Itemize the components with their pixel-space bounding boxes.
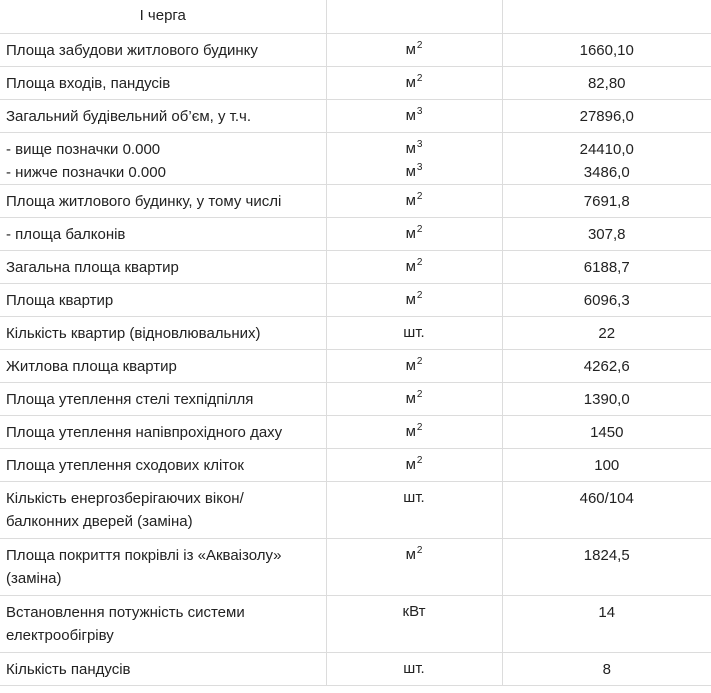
parameter-value: 100 bbox=[594, 456, 620, 474]
unit-cell bbox=[326, 415, 502, 448]
unit bbox=[327, 600, 502, 623]
table-row bbox=[0, 283, 711, 316]
value-cell bbox=[502, 184, 711, 217]
value-cell bbox=[502, 448, 711, 481]
parameter-value: 460/104 bbox=[579, 489, 634, 507]
unit-exponent: 2 bbox=[416, 544, 423, 556]
unit-exponent: 2 bbox=[416, 223, 423, 235]
unit bbox=[327, 657, 502, 680]
parameter-name: (заміна) bbox=[6, 569, 62, 587]
parameter-name: Площа утеплення стелі техпідпілля bbox=[6, 390, 254, 408]
unit bbox=[327, 222, 502, 245]
unit bbox=[327, 321, 502, 344]
unit-exponent: 2 bbox=[416, 190, 423, 202]
unit-cell bbox=[326, 382, 502, 415]
value-cell bbox=[502, 316, 711, 349]
unit bbox=[327, 453, 502, 476]
parameter-name: Площа квартир bbox=[6, 291, 114, 309]
unit-cell bbox=[326, 595, 502, 652]
parameter-name: Площа покриття покрівлі із «Акваізолу» bbox=[6, 546, 282, 564]
value-cell bbox=[502, 595, 711, 652]
header-value-cell bbox=[502, 0, 711, 33]
unit-exponent: 2 bbox=[416, 388, 423, 400]
table-row bbox=[0, 595, 711, 652]
parameter-name: Кількість квартир (відновлювальних) bbox=[6, 324, 261, 342]
unit-base: м bbox=[405, 224, 416, 242]
unit-cell bbox=[326, 217, 502, 250]
parameter-name: Площа утеплення напівпрохідного даху bbox=[6, 423, 283, 441]
parameter-name: Кількість пандусів bbox=[6, 660, 131, 678]
parameter-name-cell bbox=[0, 184, 326, 217]
unit-cell bbox=[326, 66, 502, 99]
value-cell bbox=[502, 349, 711, 382]
unit-cell bbox=[326, 283, 502, 316]
parameter-name-cell bbox=[0, 316, 326, 349]
parameter-name: Площа входів, пандусів bbox=[6, 74, 171, 92]
table-row bbox=[0, 349, 711, 382]
table-row bbox=[0, 132, 711, 184]
parameter-value: 307,8 bbox=[587, 225, 626, 243]
table-row bbox=[0, 33, 711, 66]
unit bbox=[327, 255, 502, 278]
unit-cell bbox=[326, 132, 502, 184]
parameter-value: 8 bbox=[602, 660, 611, 678]
parameter-value: 14 bbox=[598, 603, 616, 621]
unit-exponent: 3 bbox=[416, 161, 423, 173]
value-cell bbox=[502, 33, 711, 66]
parameter-name-cell bbox=[0, 132, 326, 184]
parameter-name: Площа забудови житлового будинку bbox=[6, 41, 258, 59]
parameter-name-cell bbox=[0, 99, 326, 132]
unit-base: шт. bbox=[403, 659, 425, 677]
parameter-name-cell bbox=[0, 66, 326, 99]
parameter-name: Площа утеплення сходових кліток bbox=[6, 456, 244, 474]
unit bbox=[327, 486, 502, 509]
unit-exponent: 2 bbox=[416, 256, 423, 268]
unit-base: м bbox=[405, 40, 416, 58]
value-cell bbox=[502, 99, 711, 132]
unit-exponent: 2 bbox=[416, 355, 423, 367]
unit bbox=[327, 189, 502, 212]
parameter-value: 1450 bbox=[590, 423, 624, 441]
parameter-name: - площа балконів bbox=[6, 225, 126, 243]
unit-cell bbox=[326, 250, 502, 283]
parameter-name-cell bbox=[0, 217, 326, 250]
value-cell bbox=[502, 415, 711, 448]
unit-base: м bbox=[405, 422, 416, 440]
parameter-name-cell bbox=[0, 382, 326, 415]
parameter-name-cell bbox=[0, 283, 326, 316]
parameter-name-cell bbox=[0, 250, 326, 283]
unit-base: м bbox=[405, 139, 416, 157]
value-cell bbox=[502, 382, 711, 415]
unit-exponent: 2 bbox=[416, 289, 423, 301]
parameter-name: Площа житлового будинку, у тому числі bbox=[6, 192, 282, 210]
table-row bbox=[0, 184, 711, 217]
unit-base: шт. bbox=[403, 323, 425, 341]
value-cell bbox=[502, 250, 711, 283]
unit-exponent: 2 bbox=[416, 421, 423, 433]
value-cell bbox=[502, 481, 711, 538]
unit-base: м bbox=[405, 257, 416, 275]
unit-cell bbox=[326, 184, 502, 217]
value-cell bbox=[502, 132, 711, 184]
parameter-name: Загальна площа квартир bbox=[6, 258, 179, 276]
table-row bbox=[0, 316, 711, 349]
parameter-value: 1390,0 bbox=[583, 390, 630, 408]
unit bbox=[327, 543, 502, 566]
parameter-name: Кількість енергозберігаючих вікон/ bbox=[6, 489, 244, 507]
unit bbox=[327, 354, 502, 377]
table-row bbox=[0, 448, 711, 481]
table-row bbox=[0, 652, 711, 685]
unit-cell bbox=[326, 349, 502, 382]
table-row bbox=[0, 415, 711, 448]
unit bbox=[327, 420, 502, 443]
header-title-cell bbox=[0, 0, 326, 33]
parameter-value: 1660,10 bbox=[579, 41, 634, 59]
parameter-name-cell bbox=[0, 481, 326, 538]
value-cell bbox=[502, 66, 711, 99]
parameter-value: 1824,5 bbox=[583, 546, 630, 564]
unit-exponent: 2 bbox=[416, 72, 423, 84]
header-unit-cell bbox=[326, 0, 502, 33]
parameter-name: балконних дверей (заміна) bbox=[6, 512, 193, 530]
unit-cell bbox=[326, 33, 502, 66]
header-row bbox=[0, 0, 711, 33]
unit-base: м bbox=[405, 106, 416, 124]
parameter-name-cell bbox=[0, 349, 326, 382]
parameter-name: Житлова площа квартир bbox=[6, 357, 177, 375]
parameter-name: Загальний будівельний об’єм, у т.ч. bbox=[6, 107, 252, 125]
parameter-value: 6188,7 bbox=[583, 258, 630, 276]
value-cell bbox=[502, 283, 711, 316]
unit-base: м bbox=[405, 356, 416, 374]
parameter-name: - вище позначки 0.000 bbox=[6, 140, 161, 158]
unit-exponent: 2 bbox=[416, 39, 423, 51]
unit-cell bbox=[326, 481, 502, 538]
value-cell bbox=[502, 652, 711, 685]
parameter-value: 27896,0 bbox=[579, 107, 634, 125]
table-row bbox=[0, 99, 711, 132]
unit-exponent: 3 bbox=[416, 105, 423, 117]
unit bbox=[327, 160, 502, 183]
parameter-value: 6096,3 bbox=[583, 291, 630, 309]
unit-exponent: 2 bbox=[416, 454, 423, 466]
unit bbox=[327, 71, 502, 94]
parameter-name: Встановлення потужність системи bbox=[6, 603, 245, 621]
unit-cell bbox=[326, 99, 502, 132]
value-cell bbox=[502, 538, 711, 595]
unit-cell bbox=[326, 652, 502, 685]
table-row bbox=[0, 217, 711, 250]
table-row bbox=[0, 382, 711, 415]
parameter-name-cell bbox=[0, 595, 326, 652]
unit-base: м bbox=[405, 545, 416, 563]
unit-base: шт. bbox=[403, 488, 425, 506]
unit-base: м bbox=[405, 389, 416, 407]
parameter-name-cell bbox=[0, 415, 326, 448]
unit bbox=[327, 288, 502, 311]
unit-cell bbox=[326, 448, 502, 481]
parameter-value: 24410,0 bbox=[579, 140, 634, 158]
unit bbox=[327, 38, 502, 61]
table-row bbox=[0, 66, 711, 99]
unit bbox=[327, 137, 502, 160]
parameter-name-cell bbox=[0, 652, 326, 685]
parameter-name-cell bbox=[0, 33, 326, 66]
table-row bbox=[0, 538, 711, 595]
unit-base: м bbox=[405, 191, 416, 209]
unit bbox=[327, 387, 502, 410]
unit-cell bbox=[326, 316, 502, 349]
unit-base: кВт bbox=[402, 602, 426, 620]
parameter-value: 7691,8 bbox=[583, 192, 630, 210]
parameter-name: - нижче позначки 0.000 bbox=[6, 163, 166, 181]
parameter-value: 22 bbox=[598, 324, 616, 342]
parameter-value: 82,80 bbox=[587, 74, 626, 92]
unit-base: м bbox=[405, 455, 416, 473]
unit-exponent: 3 bbox=[416, 138, 423, 150]
header-title: I черга bbox=[139, 7, 186, 24]
table-row bbox=[0, 250, 711, 283]
parameter-value: 4262,6 bbox=[583, 357, 630, 375]
parameter-value: 3486,0 bbox=[583, 163, 630, 181]
parameter-name-cell bbox=[0, 538, 326, 595]
unit bbox=[327, 104, 502, 127]
parameter-name-cell bbox=[0, 448, 326, 481]
unit-base: м bbox=[405, 290, 416, 308]
parameter-name: електрообігріву bbox=[6, 626, 114, 644]
unit-base: м bbox=[405, 73, 416, 91]
value-cell bbox=[502, 217, 711, 250]
unit-cell bbox=[326, 538, 502, 595]
unit-base: м bbox=[405, 162, 416, 180]
table-row bbox=[0, 481, 711, 538]
